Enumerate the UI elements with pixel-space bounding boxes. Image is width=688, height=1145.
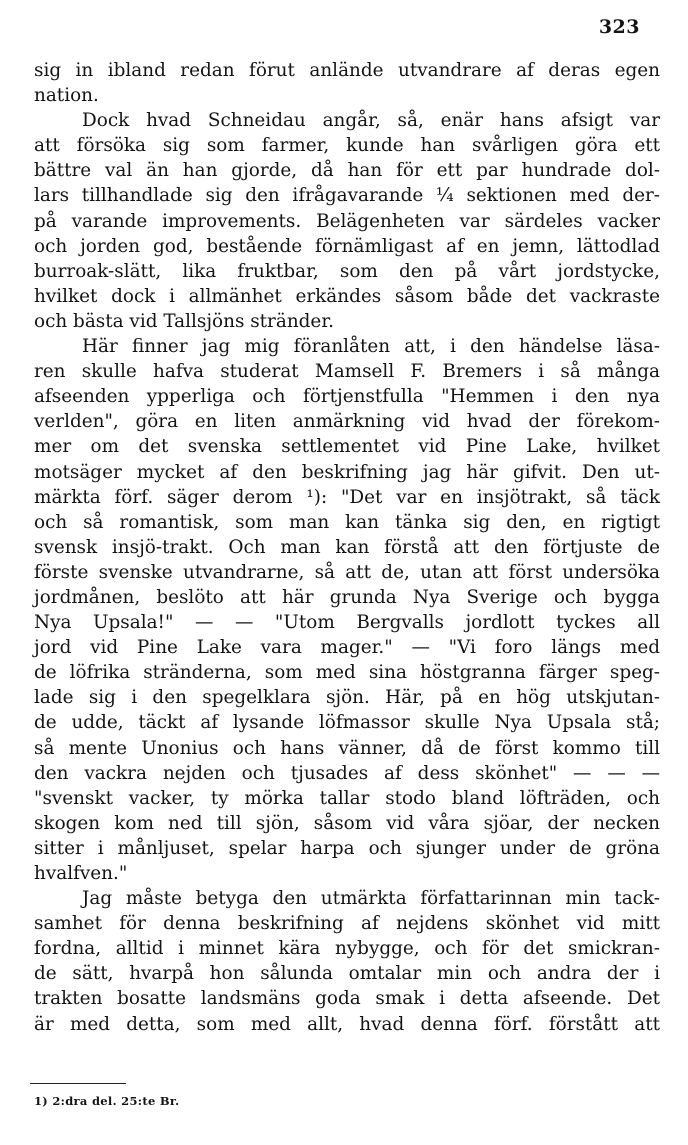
text-line: verlden", göra en liten anmärkning vid hvad der förekom-	[34, 411, 660, 433]
text-line: och jorden god, bestående förnämligast af en jemn, lättodlad	[34, 235, 660, 257]
text-line: ren skulle hafva studerat Mamsell F. Bremers i så många	[34, 361, 660, 383]
body-text	[34, 58, 660, 1037]
text-line: förste svenske utvandrarne, så att de, utan att först undersöka	[34, 561, 660, 583]
text-line: trakten bosatte landsmäns goda smak i detta afseende. Det	[34, 988, 660, 1010]
text-line: de sätt, hvarpå hon sålunda omtalar min och andra der i	[34, 963, 660, 985]
text-line: skogen kom ned till sjön, såsom vid våra sjöar, der necken	[34, 812, 660, 834]
text-line: mer om det svenska settlementet vid Pine Lake, hvilket	[34, 436, 660, 458]
text-line: den vackra nejden och tjusades af dess skönhet" — — —	[34, 762, 660, 784]
text-line: och bästa vid Tallsjöns stränder.	[34, 310, 334, 332]
text-line: lars tillhandlade sig den ifrågavarande ¼ sektionen med der-	[34, 185, 660, 207]
footnote: 1) 2:dra del. 25:te Br.	[34, 1094, 180, 1108]
text-line: nation.	[34, 85, 99, 107]
text-line: lade sig i den spegelklara sjön. Här, på en hög utskjutan-	[34, 687, 660, 709]
footnote-divider	[30, 1083, 126, 1084]
text-line: "svenskt vacker, ty mörka tallar stodo bland löfträden, och	[34, 787, 660, 809]
text-line: Här finner jag mig föranlåten att, i den händelse läsa-	[82, 336, 660, 358]
text-line: att försöka sig som farmer, kunde han svårligen göra ett	[34, 135, 660, 157]
text-line: svensk insjö-trakt. Och man kan förstå att den förtjuste de	[34, 536, 660, 558]
text-line: Jag måste betyga den utmärkta författarinnan min tack-	[82, 888, 660, 910]
text-line: de udde, täckt af lysande löfmassor skulle Nya Upsala stå;	[34, 712, 660, 734]
text-line: motsäger mycket af den beskrifning jag här gifvit. Den ut-	[34, 461, 660, 483]
text-line: sig in ibland redan förut anlände utvandrare af deras egen	[34, 60, 660, 81]
page-number: 323	[598, 16, 640, 38]
text-line: bättre val än han gjorde, då han för ett par hundrade dol-	[34, 160, 660, 182]
text-line: hvalfven."	[34, 863, 128, 884]
text-line: jordmånen, beslöto att här grunda Nya Sverige och bygga	[34, 586, 660, 608]
text-line: hvilket dock i allmänhet erkändes såsom både det vackraste	[34, 285, 660, 307]
text-line: på varande improvements. Belägenheten var särdeles vacker	[34, 210, 660, 232]
text-line: afseenden ypperliga och förtjenstfulla "Hemmen i den nya	[34, 386, 660, 408]
text-line: märkta förf. säger derom ¹): "Det var en insjötrakt, så täck	[34, 486, 660, 508]
text-line: fordna, alltid i minnet kära nybygge, och för det smickran-	[34, 938, 660, 960]
text-line: jord vid Pine Lake vara mager." — "Vi foro längs med	[34, 637, 660, 659]
text-line: så mente Unonius och hans vänner, då de först kommo till	[34, 737, 660, 759]
text-line: samhet för denna beskrifning af nejdens skönhet vid mitt	[34, 913, 660, 935]
text-line: de löfrika stränderna, som med sina höstgranna färger speg-	[34, 662, 660, 684]
text-line: är med detta, som med allt, hvad denna förf. förstått att	[34, 1013, 660, 1035]
text-line: Nya Upsala!" — — "Utom Bergvalls jordlott tyckes all	[34, 612, 660, 634]
text-line: sitter i månljuset, spelar harpa och sjunger under de gröna	[34, 837, 660, 859]
text-line: burroak-slätt, lika fruktbar, som den på vårt jordstycke,	[34, 260, 660, 282]
text-line: Dock hvad Schneidau angår, så, enär hans afsigt var	[82, 110, 660, 132]
text-line: och så romantisk, som man kan tänka sig den, en rigtigt	[34, 511, 660, 533]
